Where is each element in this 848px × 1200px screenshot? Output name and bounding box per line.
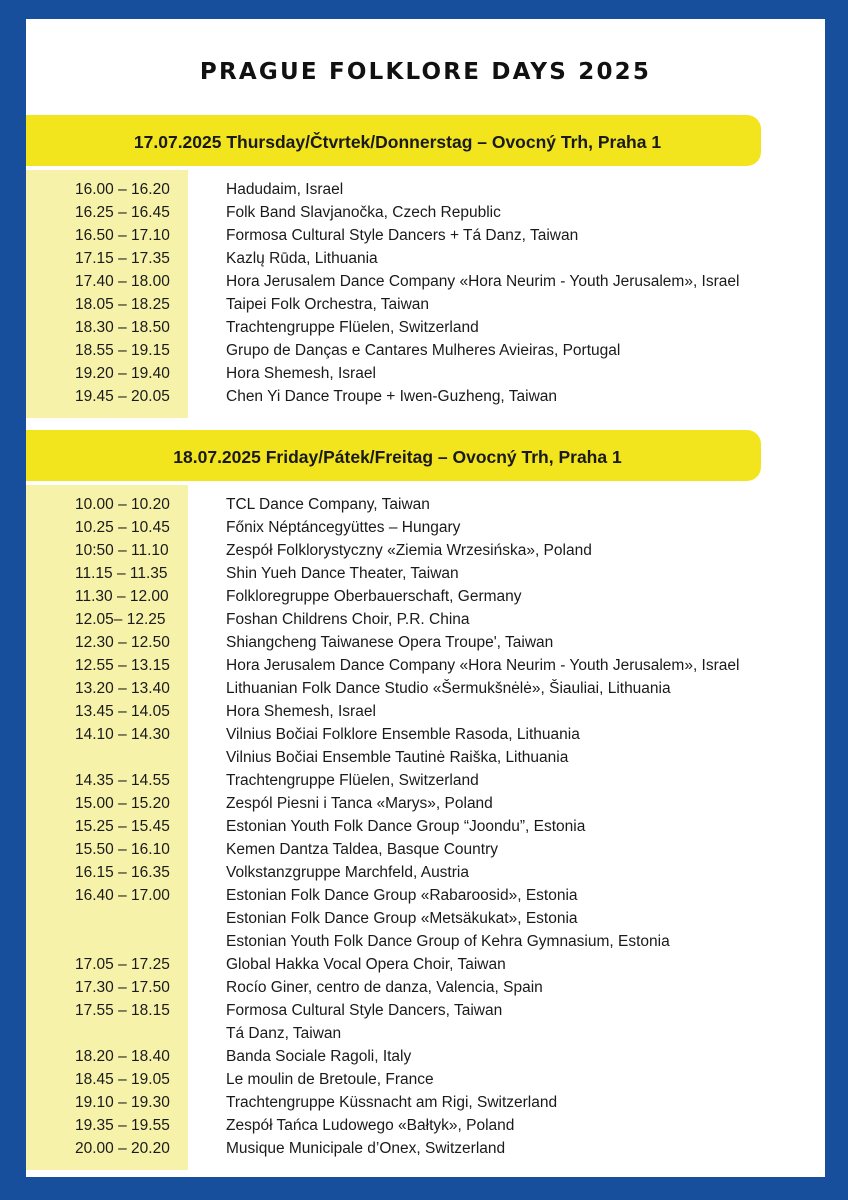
time-slot: 18.05 – 18.25 bbox=[75, 296, 170, 313]
time-slot: 18.55 – 19.15 bbox=[75, 342, 170, 359]
performer-name: Kemen Dantza Taldea, Basque Country bbox=[226, 841, 498, 858]
performer-name: Hora Shemesh, Israel bbox=[226, 703, 376, 720]
time-slot: 14.10 – 14.30 bbox=[75, 726, 170, 743]
time-slot: 20.00 – 20.20 bbox=[75, 1140, 170, 1157]
time-slot: 16.40 – 17.00 bbox=[75, 887, 170, 904]
time-slot: 15.00 – 15.20 bbox=[75, 795, 170, 812]
time-slot: 17.30 – 17.50 bbox=[75, 979, 170, 996]
time-slot: 11.15 – 11.35 bbox=[75, 565, 168, 582]
performer-name: Formosa Cultural Style Dancers, Taiwan bbox=[226, 1002, 503, 1019]
performer-name: Estonian Folk Dance Group «Rabaroosid», Estonia bbox=[226, 887, 578, 904]
performer-name: Vilnius Bočiai Ensemble Tautinė Raiška, Lithuania bbox=[226, 749, 569, 766]
page-title: PRAGUE FOLKLORE DAYS 2025 bbox=[199, 59, 652, 85]
day-header: 18.07.2025 Friday/Pátek/Freitag – Ovocný Trh, Praha 1 bbox=[173, 447, 622, 467]
performer-name: Estonian Youth Folk Dance Group of Kehra Gymnasium, Estonia bbox=[226, 933, 670, 950]
performer-name: Folkloregruppe Oberbauerschaft, Germany bbox=[226, 588, 522, 605]
time-slot: 16.50 – 17.10 bbox=[75, 227, 170, 244]
performer-name: Taipei Folk Orchestra, Taiwan bbox=[226, 296, 430, 313]
time-slot: 17.05 – 17.25 bbox=[75, 956, 170, 973]
time-slot: 18.45 – 19.05 bbox=[75, 1071, 170, 1088]
performer-name: Volkstanzgruppe Marchfeld, Austria bbox=[226, 864, 469, 881]
time-slot: 10.25 – 10.45 bbox=[75, 519, 170, 536]
performer-name: Global Hakka Vocal Opera Choir, Taiwan bbox=[226, 956, 506, 973]
performer-name: Estonian Folk Dance Group «Metsäkukat», Estonia bbox=[226, 910, 578, 927]
performer-name: Trachtengruppe Flüelen, Switzerland bbox=[226, 772, 479, 789]
time-slot: 19.45 – 20.05 bbox=[75, 388, 170, 405]
time-slot: 16.15 – 16.35 bbox=[75, 864, 170, 881]
performer-name: Chen Yi Dance Troupe + Iwen-Guzheng, Taiwan bbox=[226, 388, 558, 405]
performer-name: Trachtengruppe Küssnacht am Rigi, Switzerland bbox=[226, 1094, 558, 1111]
performer-name: Estonian Youth Folk Dance Group “Joondu”, Estonia bbox=[226, 818, 586, 835]
time-slot: 12.30 – 12.50 bbox=[75, 634, 170, 651]
time-slot: 16.00 – 16.20 bbox=[75, 181, 170, 198]
performer-name: Foshan Childrens Choir, P.R. China bbox=[226, 611, 470, 628]
time-slot: 16.25 – 16.45 bbox=[75, 204, 170, 221]
performer-name: Zespól Piesni i Tanca «Marys», Poland bbox=[226, 795, 493, 812]
schedule-page bbox=[26, 19, 825, 1177]
time-slot: 13.20 – 13.40 bbox=[75, 680, 170, 697]
time-slot: 18.30 – 18.50 bbox=[75, 319, 170, 336]
performer-name: Hora Jerusalem Dance Company «Hora Neurim - Youth Jerusalem», Israel bbox=[226, 273, 740, 290]
time-slot: 12.55 – 13.15 bbox=[75, 657, 170, 674]
day-header: 17.07.2025 Thursday/Čtvrtek/Donnerstag – Ovocný Trh, Praha 1 bbox=[133, 132, 662, 152]
performer-name: Musique Municipale d’Onex, Switzerland bbox=[226, 1140, 506, 1157]
time-slot: 13.45 – 14.05 bbox=[75, 703, 170, 720]
performer-name: Shiangcheng Taiwanese Opera Troupe', Taiwan bbox=[226, 634, 554, 651]
time-slot: 10:50 – 11.10 bbox=[75, 542, 169, 559]
performer-name: Tá Danz, Taiwan bbox=[226, 1025, 342, 1042]
performer-name: Lithuanian Folk Dance Studio «Šermukšnėlė», Šiauliai, Lithuania bbox=[226, 680, 671, 697]
performer-name: Rocío Giner, centro de danza, Valencia, Spain bbox=[226, 979, 543, 996]
time-slot: 17.15 – 17.35 bbox=[75, 250, 170, 267]
performer-name: Le moulin de Bretoule, France bbox=[226, 1071, 434, 1088]
performer-name: Zespół Folklorystyczny «Ziemia Wrzesińska», Poland bbox=[226, 542, 592, 559]
performer-name: Főnix Néptáncegyüttes – Hungary bbox=[226, 519, 461, 536]
performer-name: Formosa Cultural Style Dancers + Tá Danz, Taiwan bbox=[226, 227, 579, 244]
time-slot: 15.50 – 16.10 bbox=[75, 841, 170, 858]
time-slot: 11.30 – 12.00 bbox=[75, 588, 169, 605]
time-slot: 15.25 – 15.45 bbox=[75, 818, 170, 835]
time-slot: 17.55 – 18.15 bbox=[75, 1002, 170, 1019]
performer-name: Vilnius Bočiai Folklore Ensemble Rasoda, Lithuania bbox=[226, 726, 580, 743]
performer-name: Trachtengruppe Flüelen, Switzerland bbox=[226, 319, 479, 336]
performer-name: Zespół Tańca Ludowego «Bałtyk», Poland bbox=[226, 1117, 515, 1134]
time-slot: 19.10 – 19.30 bbox=[75, 1094, 170, 1111]
time-slot: 19.20 – 19.40 bbox=[75, 365, 170, 382]
performer-name: Banda Sociale Ragoli, Italy bbox=[226, 1048, 412, 1065]
time-slot: 19.35 – 19.55 bbox=[75, 1117, 170, 1134]
time-slot: 18.20 – 18.40 bbox=[75, 1048, 170, 1065]
time-slot: 14.35 – 14.55 bbox=[75, 772, 170, 789]
performer-name: Grupo de Danças e Cantares Mulheres Avieiras, Portugal bbox=[226, 342, 621, 359]
performer-name: TCL Dance Company, Taiwan bbox=[226, 496, 430, 513]
performer-name: Folk Band Slavjanočka, Czech Republic bbox=[226, 204, 501, 221]
performer-name: Shin Yueh Dance Theater, Taiwan bbox=[226, 565, 459, 582]
performer-name: Kazlų Rūda, Lithuania bbox=[226, 250, 378, 267]
performer-name: Hadudaim, Israel bbox=[226, 181, 344, 198]
time-slot: 17.40 – 18.00 bbox=[75, 273, 170, 290]
performer-name: Hora Shemesh, Israel bbox=[226, 365, 376, 382]
performer-name: Hora Jerusalem Dance Company «Hora Neurim - Youth Jerusalem», Israel bbox=[226, 657, 740, 674]
time-slot: 10.00 – 10.20 bbox=[75, 496, 170, 513]
time-slot: 12.05– 12.25 bbox=[75, 611, 166, 628]
